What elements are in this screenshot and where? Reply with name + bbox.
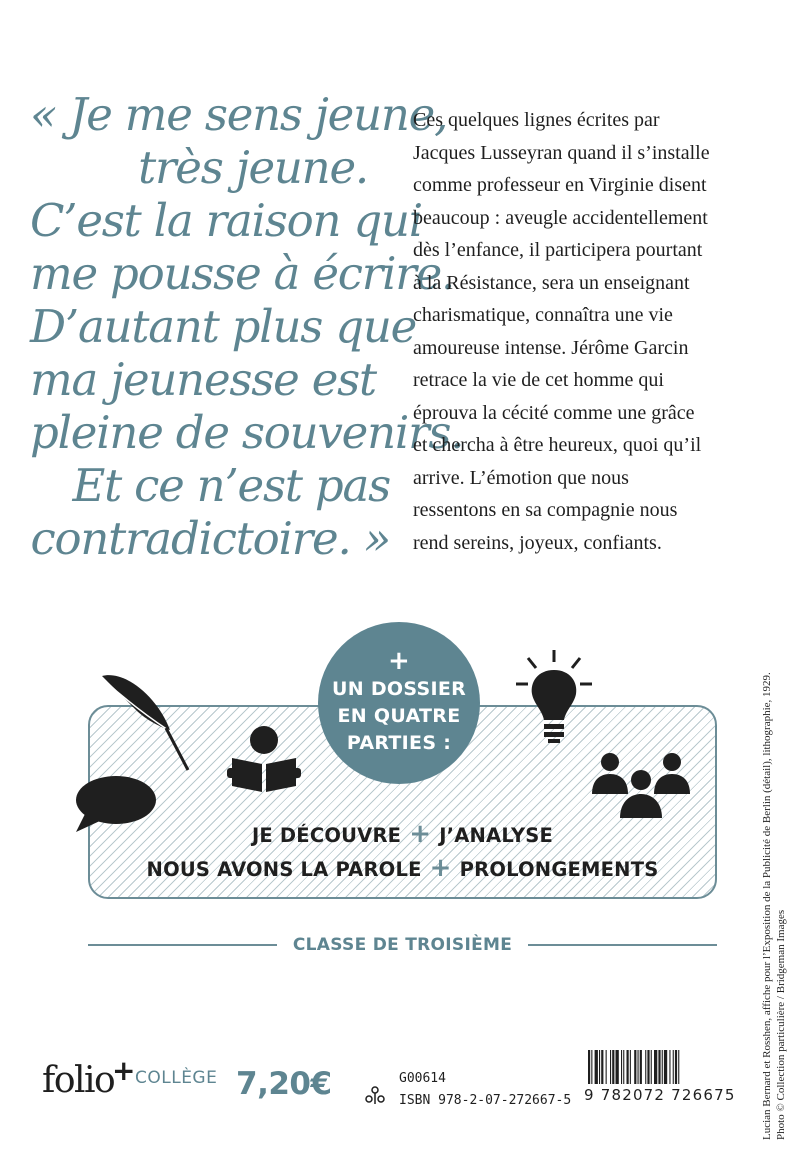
quote-line: me pousse à écrire. — [30, 247, 455, 300]
quote-line: ma jeunesse est — [30, 353, 376, 406]
badge-line: EN QUATRE — [337, 704, 461, 727]
credit-line: Photo © Collection particulière / Bridgeman Images — [775, 909, 787, 1140]
class-level: CLASSE DE TROISIÈME — [292, 935, 513, 955]
badge-line: PARTIES : — [346, 731, 452, 754]
quote-line: pleine de souvenirs. — [30, 406, 464, 459]
sections-row-1 — [88, 818, 717, 852]
price: 7,20€ — [236, 1066, 332, 1102]
section-label: J’ANALYSE — [439, 824, 554, 847]
barcode-bar — [673, 1050, 674, 1084]
folio-logo: folio — [42, 1060, 115, 1101]
blurb-line: Ces quelques lignes écrites par — [413, 109, 660, 131]
dossier-badge — [318, 622, 480, 784]
barcode-bar — [654, 1050, 657, 1084]
blurb-line: beaucoup : aveugle accidentellement — [413, 206, 708, 229]
barcode-bar — [640, 1050, 642, 1084]
back-cover-blurb — [413, 104, 773, 559]
blurb-line: et chercha à être heureux, quoi qu’il — [413, 434, 702, 456]
barcode-bar — [599, 1050, 600, 1084]
quote-line: D’autant plus que — [30, 300, 417, 353]
quote-line: C’est la raison qui — [30, 194, 422, 247]
barcode-bar — [662, 1050, 663, 1084]
publisher-emblem-icon — [364, 1084, 386, 1106]
blurb-line: éprouva la cécité comme une grâce — [413, 401, 695, 424]
section-separator: + — [409, 819, 432, 849]
folio-plus: + — [112, 1054, 136, 1087]
barcode-bar — [675, 1050, 677, 1084]
barcode-bar — [591, 1050, 592, 1084]
quote-line: très jeune. — [138, 141, 368, 194]
blurb-line: ressentons en sa compagnie nous — [413, 499, 678, 521]
blurb-line: charismatique, connaîtra une vie — [413, 304, 673, 326]
divider-right — [528, 944, 717, 946]
quote-line: « Je me sens jeune, — [30, 88, 448, 141]
blurb-line: amoureuse intense. Jérôme Garcin — [413, 336, 689, 359]
blurb-line: retrace la vie de cet homme qui — [413, 369, 664, 391]
barcode-bar — [678, 1050, 679, 1084]
barcode-bar — [588, 1050, 590, 1084]
image-credit — [760, 620, 788, 1140]
barcode-bar — [610, 1050, 611, 1084]
barcode-bar — [630, 1050, 631, 1084]
barcode-bar — [647, 1050, 649, 1084]
barcode-bar — [658, 1050, 660, 1084]
section-label: NOUS AVONS LA PAROLE — [146, 858, 422, 881]
credit-line: Lucian Bernard et Rosshen, affiche pour l’Exposition de la Publicité de Berlin (détail), lithographie, 1929. — [761, 672, 773, 1140]
class-level-row — [88, 930, 717, 960]
isbn: ISBN 978-2-07-272667-5 — [399, 1093, 572, 1108]
lightbulb-icon — [514, 648, 594, 746]
badge-line: UN DOSSIER — [331, 677, 467, 700]
blurb-line: à la Résistance, sera un enseignant — [413, 271, 690, 294]
epigraph-quote — [30, 88, 464, 565]
barcode-bar — [621, 1050, 622, 1084]
barcode-number: 9 782072 726675 — [584, 1086, 736, 1104]
collection-name: COLLÈGE — [135, 1068, 218, 1088]
blurb-line: rend sereins, joyeux, confiants. — [413, 531, 662, 554]
barcode-bar — [616, 1050, 619, 1084]
blurb-line: dès l’enfance, il participera pourtant — [413, 239, 703, 261]
sections-row-2 — [88, 852, 717, 886]
quote-line: contradictoire. » — [30, 512, 390, 565]
barcode-bar — [612, 1050, 614, 1084]
barcode-bar — [623, 1050, 624, 1084]
barcode-bar — [669, 1050, 670, 1084]
group-icon — [590, 752, 692, 820]
barcode-bar — [627, 1050, 629, 1084]
divider-left — [88, 944, 277, 946]
quote-line: Et ce n’est pas — [72, 459, 390, 512]
quill-icon — [96, 668, 196, 774]
barcode-bar — [595, 1050, 598, 1084]
product-codes — [399, 1068, 571, 1112]
dossier-sections — [88, 818, 717, 886]
blurb-line: arrive. L’émotion que nous — [413, 466, 629, 489]
product-code: G00614 — [399, 1071, 446, 1086]
section-separator: + — [429, 853, 452, 883]
reader-icon — [226, 724, 302, 794]
blurb-line: comme professeur en Virginie disent — [413, 174, 707, 196]
barcode-bar — [634, 1050, 636, 1084]
barcode-bar — [606, 1050, 607, 1084]
barcode-bar — [638, 1050, 639, 1084]
barcode-bar — [645, 1050, 646, 1084]
badge-plus: + — [387, 645, 411, 676]
section-label: JE DÉCOUVRE — [251, 824, 402, 847]
barcode-bar — [601, 1050, 603, 1084]
section-label: PROLONGEMENTS — [459, 858, 659, 881]
barcode-bar — [664, 1050, 667, 1084]
barcode — [588, 1050, 736, 1084]
blurb-line: Jacques Lusseyran quand il s’installe — [413, 141, 710, 164]
barcode-bar — [651, 1050, 652, 1084]
